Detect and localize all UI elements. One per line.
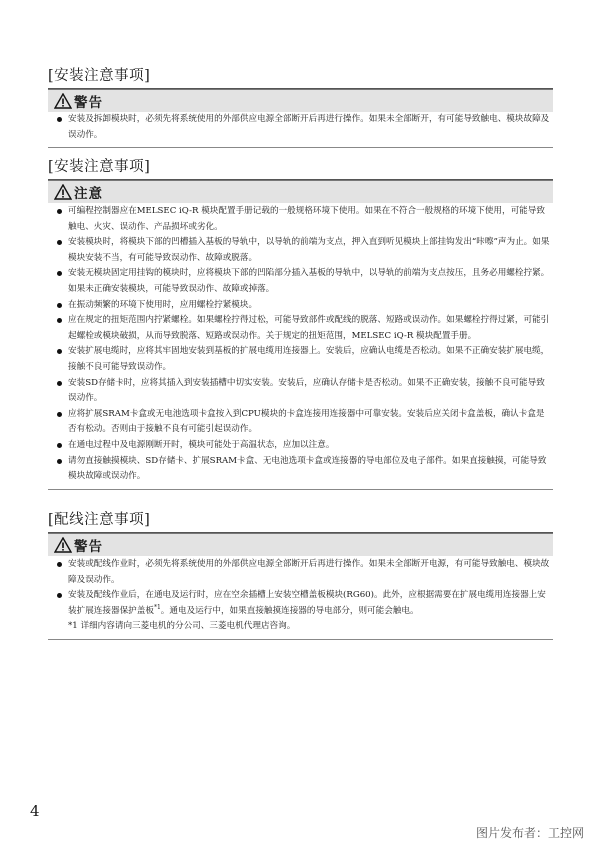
bullet-icon bbox=[57, 271, 62, 276]
list-item: 在通电过程中及电源刚断开时，模块可能处于高温状态，应加以注意。 bbox=[48, 438, 553, 454]
list-item: 安装模块时，将模块下部的凹槽插入基板的导轨中，以导轨的前端为支点，押入直到听见模块上部挂钩发出“咔嚓”声为止。如果模块安装不当，有可能导致误动作、故障或脱落。 bbox=[48, 235, 553, 266]
warning-box-body bbox=[48, 557, 553, 640]
section-title: [安装注意事项] bbox=[48, 68, 151, 84]
footnote: *1 详细内容请向三菱电机的分公司、三菱电机代理店咨询。 bbox=[68, 621, 296, 632]
warning-box-body bbox=[48, 112, 553, 148]
list-item: 请勿直接触摸模块、SD存储卡、扩展SRAM卡盒、无电池选项卡盒或连接器的导电部位及电子部件。如果直接触摸，可能导致模块故障或误动作。 bbox=[48, 454, 553, 485]
bullet-icon bbox=[57, 303, 62, 308]
bullet-icon bbox=[57, 381, 62, 386]
install-warning-section bbox=[48, 66, 553, 140]
warning-box-header bbox=[48, 89, 553, 112]
caution-box-body bbox=[48, 204, 553, 490]
bullet-icon bbox=[57, 412, 62, 417]
bullet-icon bbox=[57, 562, 62, 567]
warning-box-header bbox=[48, 533, 553, 556]
wiring-warning-section bbox=[48, 510, 553, 632]
list-item: 安装无模块固定用挂钩的模块时，应将模块下部的凹陷部分插入基板的导轨中，以导轨的前端为支点按压，且务必用螺栓拧紧。如果未正确安装模块，可能导致误动作、故障或掉落。 bbox=[48, 266, 553, 297]
list-item: 安装或配线作业时，必须先将系统使用的外部供应电源全部断开后再进行操作。如果未全部断开电源，有可能导致触电、模块故障及误动作。 bbox=[48, 557, 553, 588]
install-caution-section bbox=[48, 157, 553, 482]
watermark: 图片发布者：工控网 bbox=[475, 826, 584, 840]
section-title: [配线注意事项] bbox=[48, 512, 151, 528]
warning-triangle-icon bbox=[54, 537, 72, 553]
box-label: 注意 bbox=[74, 186, 103, 202]
caution-box-header bbox=[48, 180, 553, 203]
bullet-icon bbox=[57, 209, 62, 214]
footnote-ref: *1 bbox=[153, 603, 161, 611]
list-item: 安装及拆卸模块时，必须先将系统使用的外部供应电源全部断开后再进行操作。如果未全部断开，有可能导致触电、模块故障及误动作。 bbox=[48, 112, 553, 143]
list-item: 安装及配线作业后，在通电及运行时，应在空余插槽上安装空槽盖板模块(RG60)。此外，应根据需要在扩展电缆用连接器上安装扩展连接器保护盖板$^{*1}$。通电及运行中，如果直接触摸连接器的导电部分，则可能会触电。 bbox=[48, 588, 553, 619]
bullet-icon bbox=[57, 443, 62, 448]
bullet-icon bbox=[57, 459, 62, 464]
box-label: 警告 bbox=[74, 95, 103, 111]
list-item: 在振动频繁的环境下使用时，应用螺栓拧紧模块。 bbox=[48, 298, 553, 314]
bullet-icon bbox=[57, 318, 62, 323]
list-item: 安装SD存储卡时，应将其插入到安装插槽中切实安装。安装后，应确认存储卡是否松动。如果不正确安装，接触不良可能导致误动作。 bbox=[48, 376, 553, 407]
bullet-icon bbox=[57, 240, 62, 245]
section-title: [安装注意事项] bbox=[48, 159, 151, 175]
bullet-icon bbox=[57, 117, 62, 122]
list-item: 可编程控制器应在MELSEC iQ-R 模块配置手册记载的一般规格环境下使用。如果在不符合一般规格的环境下使用，可能导致触电、火灾、误动作、产品损坏或劣化。 bbox=[48, 204, 553, 235]
list-item: 安装扩展电缆时，应将其牢固地安装到基板的扩展电缆用连接器上。安装后，应确认电缆是否松动。如果不正确安装扩展电缆，接触不良可能导致误动作。 bbox=[48, 344, 553, 375]
list-item: 应在规定的扭矩范围内拧紧螺栓。如果螺栓拧得过松，可能导致部件或配线的脱落、短路或误动作。如果螺栓拧得过紧，可能引起螺栓或模块破损，从而导致脱落、短路或误动作。关于规定的扭矩范围，MELSEC iQ-R 模块配置手册。 bbox=[48, 313, 553, 344]
list-item: 应将扩展SRAM卡盒或无电池选项卡盒按入到CPU模块的卡盒连接用连接器中可靠安装。安装后应关闭卡盒盖板，确认卡盒是否有松动。否则由于接触不良有可能引起误动作。 bbox=[48, 407, 553, 438]
bullet-icon bbox=[57, 349, 62, 354]
page-number: 4 bbox=[30, 802, 40, 820]
warning-triangle-icon bbox=[54, 93, 72, 109]
box-label: 警告 bbox=[74, 539, 103, 555]
bullet-icon bbox=[57, 593, 62, 598]
warning-triangle-icon bbox=[54, 184, 72, 200]
